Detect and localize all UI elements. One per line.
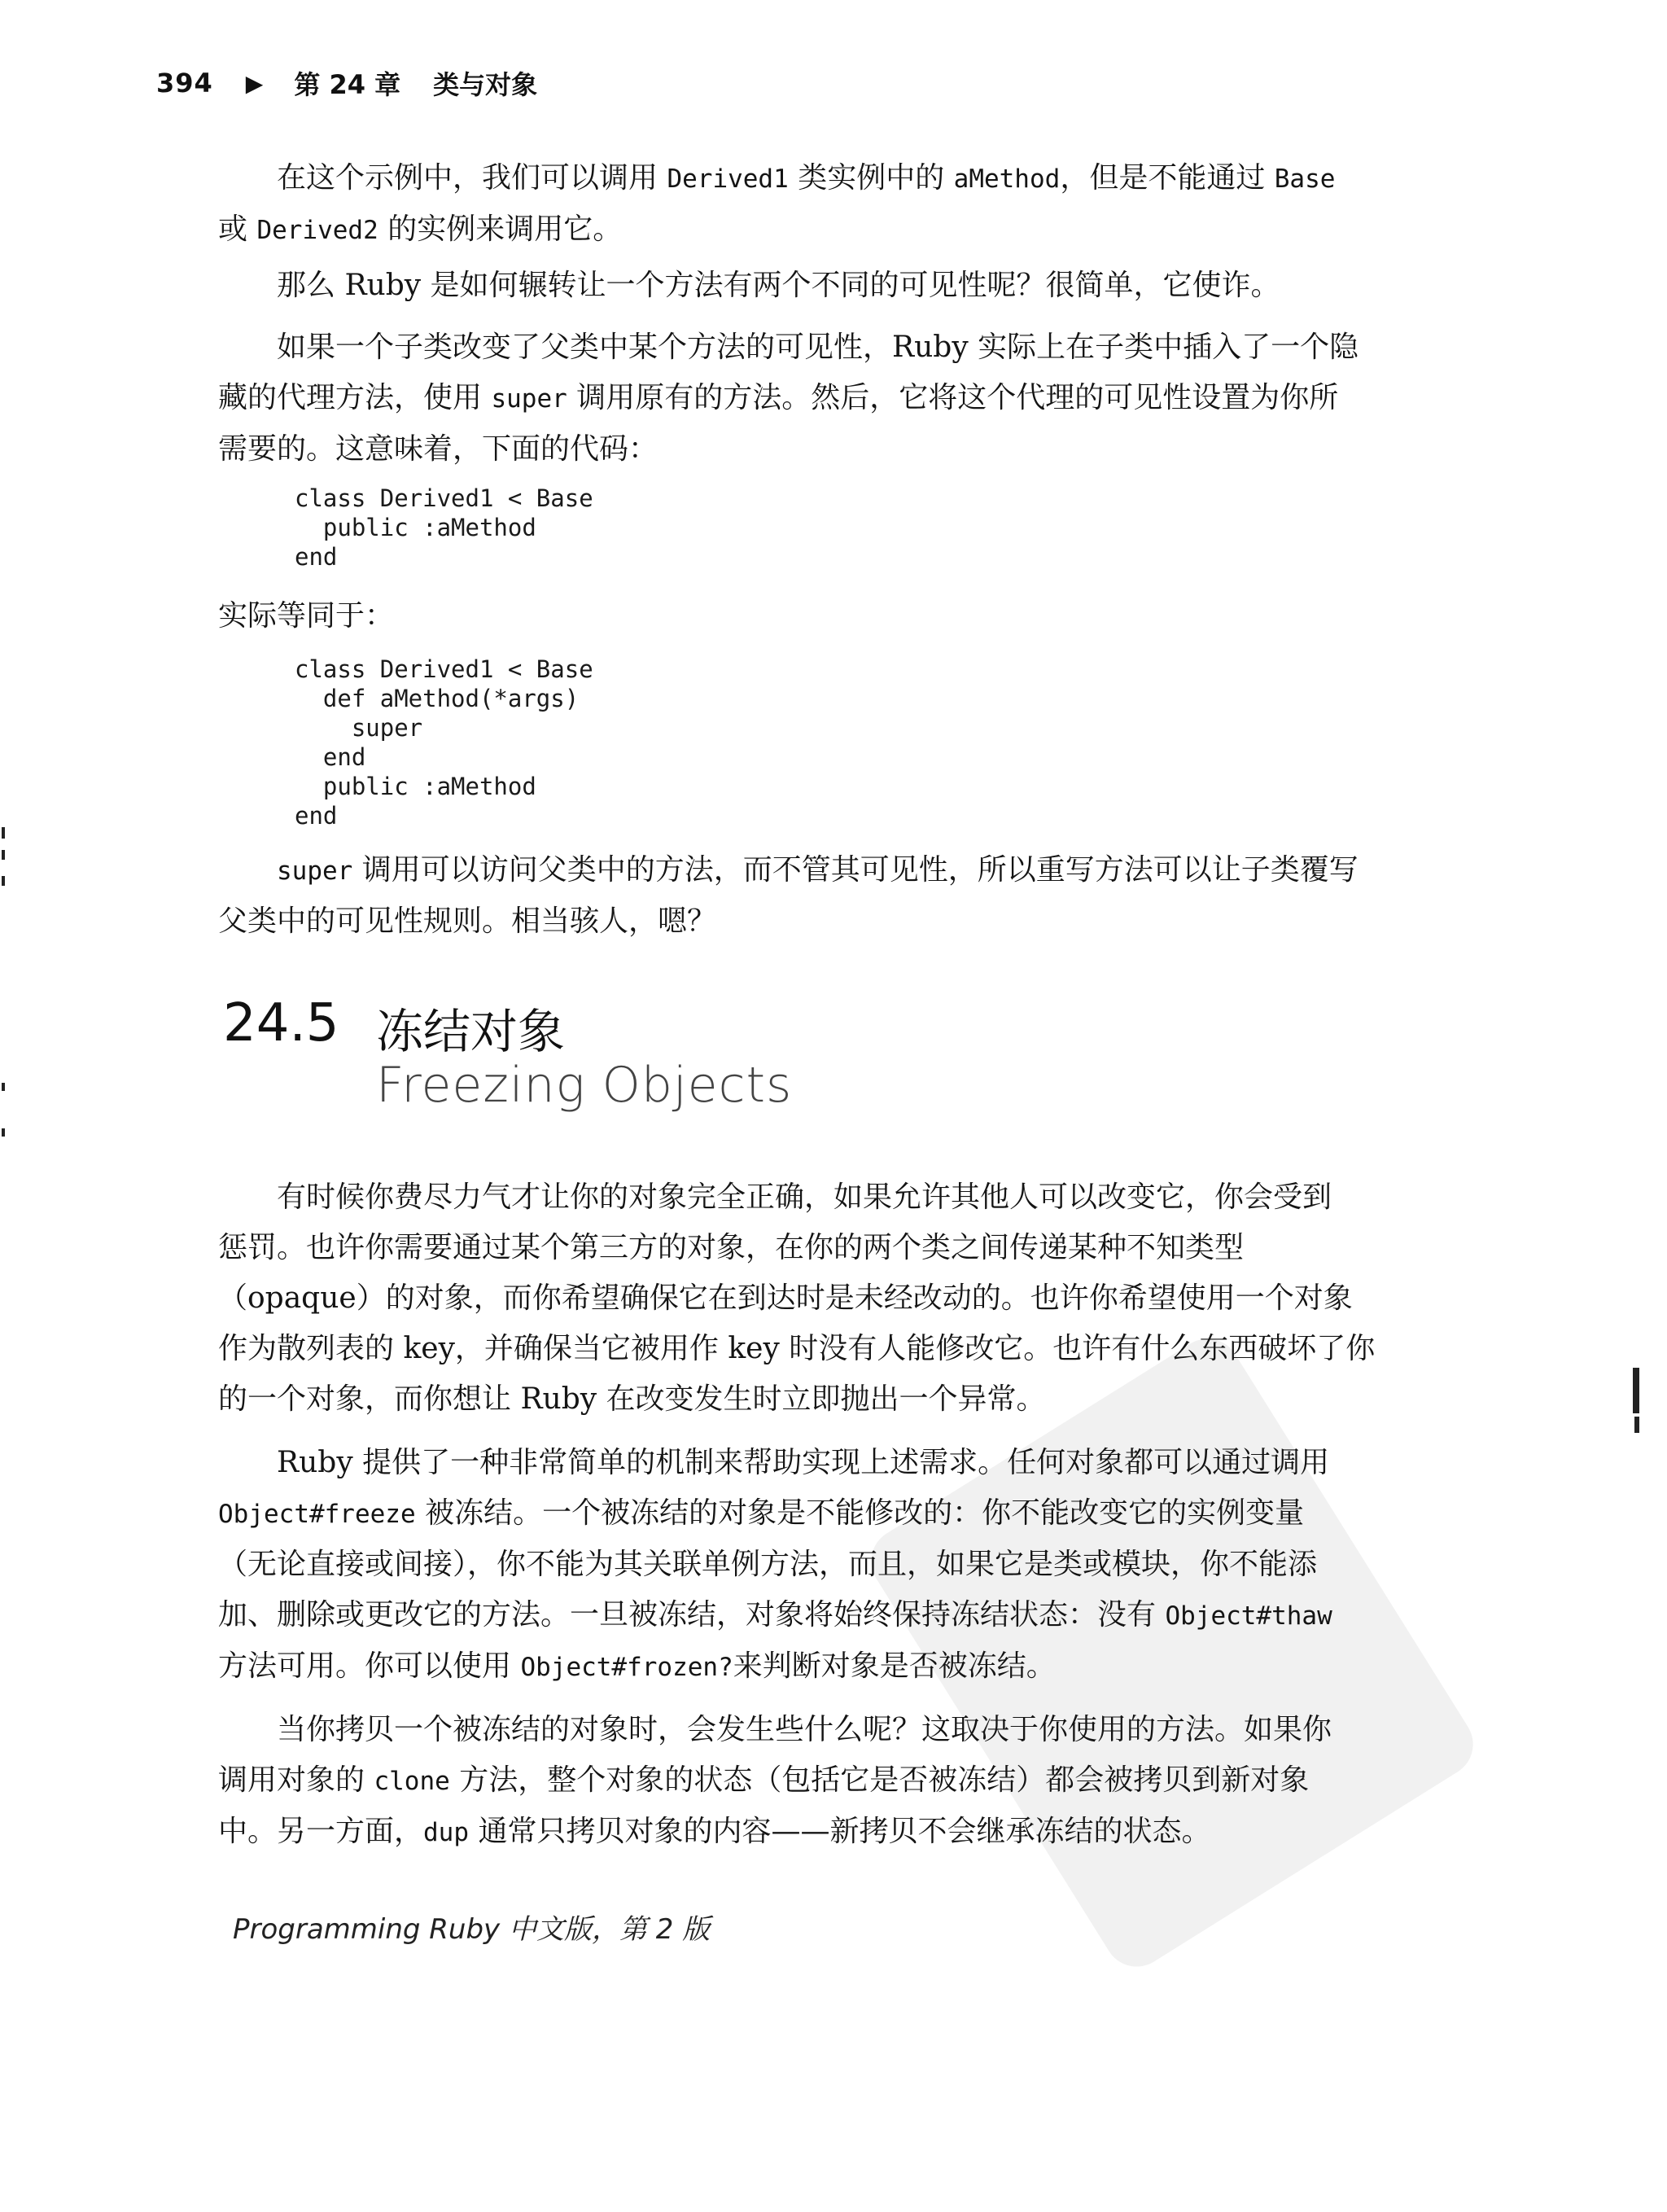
scan-mark [2,876,5,886]
paragraph-line: 当你拷贝一个被冻结的对象时，会发生些什么呢？这取决于你使用的方法。如果你 [277,1713,1332,1746]
section-subtitle: Freezing Objects [376,1057,793,1114]
paragraph-line: 需要的。这意味着，下面的代码： [218,432,658,466]
paragraph-line: Ruby 提供了一种非常简单的机制来帮助实现上述需求。任何对象都可以通过调用 [277,1446,1330,1479]
paragraph-3 [218,322,1405,475]
paragraph-line: 作为散列表的 key，并确保当它被用作 key 时没有人能修改它。也许有什么东西破坏了你 [218,1332,1376,1365]
scan-mark [2,850,5,860]
paragraph-line: Object#freeze 被冻结。一个被冻结的对象是不能修改的：你不能改变它的实例变量 [218,1496,1305,1530]
paragraph-6 [218,1438,1405,1693]
paragraph-line: 或 Derived2 的实例来调用它。 [218,212,623,246]
paragraph-line: （无论直接或间接），你不能为其关联单例方法，而且，如果它是类或模块，你不能添 [218,1548,1318,1581]
paragraph-line: 调用对象的 clone 方法，整个对象的状态（包括它是否被冻结）都会被拷贝到新对象 [218,1763,1310,1797]
scan-mark [2,1128,5,1137]
chapter-title: 类与对象 [433,69,538,100]
paragraph-line: （opaque）的对象，而你希望确保它在到达时是未经改动的。也许你希望使用一个对象 [218,1281,1353,1315]
paragraph-line: 方法可用。你可以使用 Object#frozen?来判断对象是否被冻结。 [218,1649,1056,1683]
paragraph-2 [218,261,1405,311]
section-number: 24.5 [223,993,339,1053]
paragraph-line: 如果一个子类改变了父类中某个方法的可见性，Ruby 实际上在子类中插入了一个隐 [277,331,1359,364]
chapter-number: 第 24 章 [294,69,401,100]
paragraph-line: 加、删除或更改它的方法。一旦被冻结，对象将始终保持冻结状态：没有 Object#thaw [218,1598,1332,1632]
paragraph-line: 的一个对象，而你想让 Ruby 在改变发生时立即抛出一个异常。 [218,1382,1046,1416]
paragraph-5 [218,1172,1405,1425]
scan-mark [2,827,5,839]
paragraph-1 [218,153,1405,256]
paragraph-line: 那么 Ruby 是如何辗转让一个方法有两个不同的可见性呢？很简单，它使诈。 [277,269,1280,302]
paragraph-line: 惩罚。也许你需要通过某个第三方的对象，在你的两个类之间传递某种不知类型 [218,1231,1245,1264]
paragraph-7 [218,1705,1405,1858]
paragraph-line: 在这个示例中，我们可以调用 Derived1 类实例中的 aMethod，但是不能通过 Base [277,161,1336,195]
paragraph-line: 藏的代理方法，使用 super 调用原有的方法。然后，它将这个代理的可见性设置为你所 [218,381,1339,414]
page-number: 394 [156,68,213,99]
paragraph-4 [218,845,1405,947]
running-header [156,60,537,106]
scan-mark [2,1083,5,1091]
section-title: 冻结对象 [376,1004,566,1059]
paragraph-line: 父类中的可见性规则。相当骇人，嗯？ [218,905,717,938]
scan-mark [1633,1368,1639,1413]
paragraph-line: 有时候你费尽力气才让你的对象完全正确，如果允许其他人可以改变它，你会受到 [277,1180,1332,1214]
paragraph-line: 中。另一方面，dup 通常只拷贝对象的内容——新拷贝不会继承冻结的状态。 [218,1815,1211,1848]
code-lead-in: 实际等同于： [218,599,395,633]
arrow-icon: ▶ [245,69,264,97]
scan-mark [1634,1417,1639,1433]
code-block-1: class Derived1 < Base public :aMethod end [295,484,593,571]
paragraph-line: super 调用可以访问父类中的方法，而不管其可见性，所以重写方法可以让子类覆写 [277,853,1359,887]
book-footer: Programming Ruby 中文版，第 2 版 [233,1913,711,1946]
code-block-2: class Derived1 < Base def aMethod(*args) super end public :aMethod end [295,655,593,830]
